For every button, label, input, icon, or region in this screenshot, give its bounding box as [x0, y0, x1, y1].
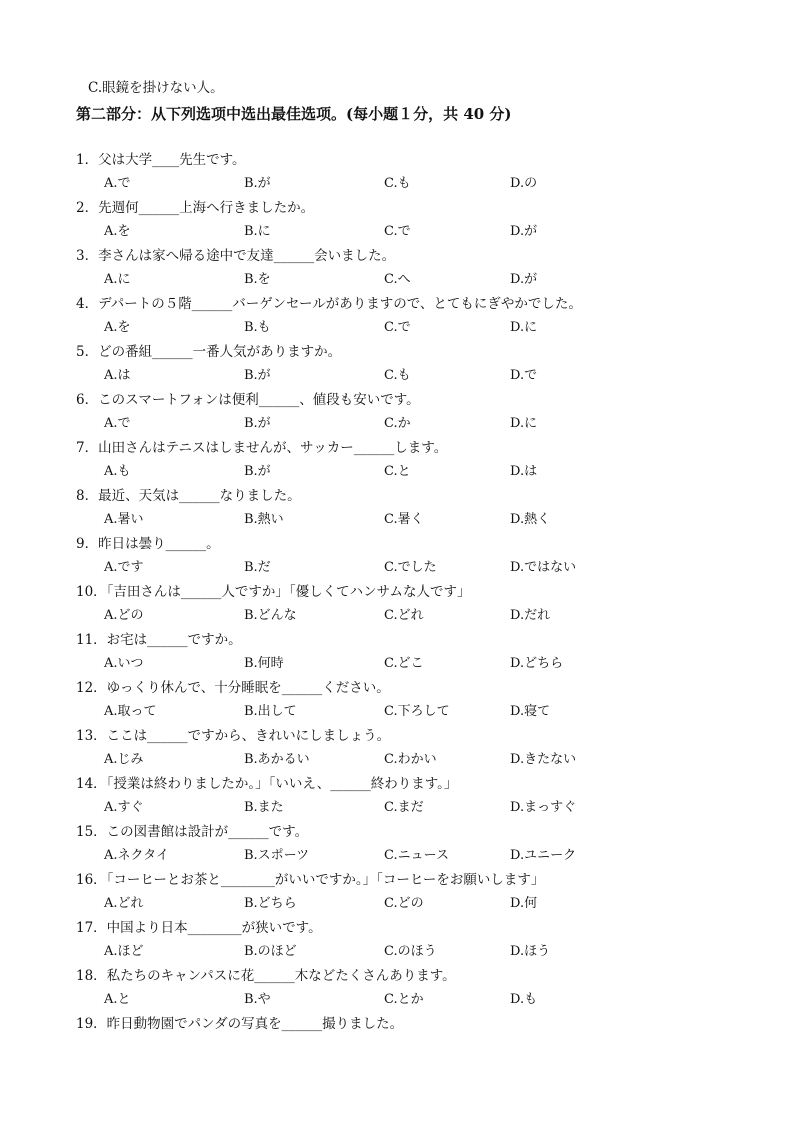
answer-option-b: B.スポーツ: [244, 848, 310, 863]
question-item: [0, 342, 794, 390]
previous-question-option: C.眼鏡を掛けない人。: [88, 80, 224, 96]
answer-option-b: B.のほど: [244, 944, 297, 959]
answer-option-d: D.ではない: [510, 560, 577, 575]
answer-option-b: B.だ: [244, 560, 271, 575]
answer-option-d: D.熱く: [510, 512, 551, 527]
answer-options: [0, 750, 794, 770]
answer-option-c: C.まだ: [384, 800, 424, 815]
answer-option-b: B.や: [244, 992, 271, 1007]
answer-option-a: A.と: [104, 992, 131, 1007]
answer-option-a: A.じみ: [104, 752, 144, 767]
answer-options: [0, 654, 794, 674]
answer-option-d: D.も: [510, 992, 538, 1007]
question-item: [0, 870, 794, 918]
answer-option-d: D.寝て: [510, 704, 551, 719]
answer-option-d: D.に: [510, 320, 538, 335]
answer-option-c: C.どれ: [384, 608, 424, 623]
answer-options: [0, 270, 794, 290]
question-text: 16．「コーヒーとお茶と________がいいですか。」「コーヒーをお願いします」: [76, 872, 545, 888]
answer-option-c: C.で: [384, 224, 411, 239]
answer-option-b: B.が: [244, 416, 271, 431]
answer-options: [0, 366, 794, 386]
answer-option-b: B.を: [244, 272, 271, 287]
question-item: [0, 918, 794, 966]
answer-option-a: A.暑い: [104, 512, 144, 527]
answer-option-c: C.ニュース: [384, 848, 449, 863]
question-text: 18．私たちのキャンパスに花______木などたくさんあります。: [76, 968, 456, 984]
answer-option-a: A.で: [104, 176, 131, 191]
answer-option-b: B.熱い: [244, 512, 284, 527]
answer-options: [0, 702, 794, 722]
answer-option-a: A.を: [104, 224, 131, 239]
question-text: 9．昨日は曇り______。: [76, 536, 220, 552]
answer-option-c: C.も: [384, 368, 411, 383]
answer-option-a: A.で: [104, 416, 131, 431]
question-item: [0, 486, 794, 534]
question-text: 5．どの番組______一番人気がありますか。: [76, 344, 342, 360]
answer-option-a: A.も: [104, 464, 131, 479]
answer-option-b: B.が: [244, 464, 271, 479]
answer-options: [0, 318, 794, 338]
question-text: 13．ここは______ですから、きれいにしましょう。: [76, 728, 391, 744]
question-item: [0, 390, 794, 438]
answer-option-b: B.何時: [244, 656, 284, 671]
answer-option-c: C.か: [384, 416, 411, 431]
answer-options: [0, 606, 794, 626]
question-item: [0, 582, 794, 630]
answer-option-c: C.も: [384, 176, 411, 191]
answer-option-d: D.何: [510, 896, 538, 911]
answer-option-c: C.どの: [384, 896, 424, 911]
answer-option-d: D.ユニーク: [510, 848, 577, 863]
question-text: 2．先週何______上海へ行きましたか。: [76, 200, 315, 216]
answer-option-b: B.また: [244, 800, 284, 815]
question-text: 19．昨日動物園でパンダの写真を______撮りました。: [76, 1016, 404, 1032]
question-item: [0, 438, 794, 486]
answer-option-b: B.どちら: [244, 896, 297, 911]
question-item: [0, 822, 794, 870]
answer-option-c: C.で: [384, 320, 411, 335]
answer-option-c: C.と: [384, 464, 411, 479]
answer-option-a: A.すぐ: [104, 800, 144, 815]
answer-option-d: D.に: [510, 416, 538, 431]
answer-options: [0, 798, 794, 818]
answer-option-c: C.わかい: [384, 752, 437, 767]
question-text: 14．「授業は終わりましたか。」「いいえ、______終わります。」: [76, 776, 458, 792]
answer-option-d: D.だれ: [510, 608, 551, 623]
question-text: 6．このスマートフォンは便利______、値段も安いです。: [76, 392, 420, 408]
answer-options: [0, 846, 794, 866]
answer-options: [0, 174, 794, 194]
answer-option-c: C.へ: [384, 272, 411, 287]
question-text: 11．お宅は______ですか。: [76, 632, 242, 648]
answer-option-d: D.が: [510, 272, 538, 287]
question-item: [0, 774, 794, 822]
question-item: [0, 1014, 794, 1062]
question-item: [0, 198, 794, 246]
question-text: 10．「吉田さんは______人ですか」「優しくてハンサムな人です」: [76, 584, 471, 600]
answer-options: [0, 990, 794, 1010]
answer-option-a: A.どの: [104, 608, 144, 623]
answer-option-a: A.ほど: [104, 944, 144, 959]
answer-option-a: A.に: [104, 272, 131, 287]
question-text: 4．デパートの５階______バーゲンセールがありますので、とてもにぎやかでした。: [76, 296, 582, 312]
answer-option-c: C.とか: [384, 992, 424, 1007]
answer-option-c: C.暑く: [384, 512, 424, 527]
answer-options: [0, 462, 794, 482]
answer-option-d: D.どちら: [510, 656, 564, 671]
answer-option-b: B.が: [244, 176, 271, 191]
answer-option-d: D.ほう: [510, 944, 551, 959]
answer-option-d: D.は: [510, 464, 538, 479]
answer-option-d: D.の: [510, 176, 538, 191]
question-text: 7．山田さんはテニスはしませんが、サッカー______します。: [76, 440, 448, 456]
answer-option-d: D.きたない: [510, 752, 577, 767]
answer-option-c: C.どこ: [384, 656, 424, 671]
section-heading: 第二部分：从下列选项中选出最佳选项。(每小题１分，共 40 分): [76, 105, 512, 123]
question-text: 15．この図書館は設計が______です。: [76, 824, 309, 840]
answer-option-a: A.取って: [104, 704, 157, 719]
answer-option-c: C.でした: [384, 560, 437, 575]
question-text: 1．父は大学____先生です。: [76, 152, 246, 168]
answer-option-c: C.のほう: [384, 944, 437, 959]
answer-option-a: A.ネクタイ: [104, 848, 170, 863]
question-item: [0, 246, 794, 294]
question-item: [0, 294, 794, 342]
answer-option-b: B.に: [244, 224, 271, 239]
answer-option-a: A.は: [104, 368, 131, 383]
answer-option-a: A.いつ: [104, 656, 144, 671]
answer-options: [0, 510, 794, 530]
answer-option-d: D.で: [510, 368, 538, 383]
answer-options: [0, 414, 794, 434]
question-item: [0, 534, 794, 582]
question-item: [0, 726, 794, 774]
answer-options: [0, 894, 794, 914]
answer-option-b: B.が: [244, 368, 271, 383]
answer-option-d: D.が: [510, 224, 538, 239]
question-item: [0, 966, 794, 1014]
question-text: 17．中国より日本________が狭いです。: [76, 920, 322, 936]
question-text: 3．李さんは家へ帰る途中で友達______会いました。: [76, 248, 396, 264]
answer-option-a: A.どれ: [104, 896, 144, 911]
answer-option-b: B.どんな: [244, 608, 297, 623]
answer-options: [0, 558, 794, 578]
answer-option-b: B.あかるい: [244, 752, 310, 767]
answer-option-c: C.下ろして: [384, 704, 450, 719]
question-text: 8．最近、天気は______なりました。: [76, 488, 301, 504]
answer-option-d: D.まっすぐ: [510, 800, 577, 815]
answer-options: [0, 942, 794, 962]
answer-option-b: B.出して: [244, 704, 297, 719]
question-text: 12．ゆっくり休んで、十分睡眠を______ください。: [76, 680, 390, 696]
question-item: [0, 150, 794, 198]
question-item: [0, 678, 794, 726]
answer-option-a: A.を: [104, 320, 131, 335]
answer-options: [0, 222, 794, 242]
answer-option-b: B.も: [244, 320, 271, 335]
answer-option-a: A.です: [104, 560, 144, 575]
question-item: [0, 630, 794, 678]
question-list: [0, 150, 794, 1062]
